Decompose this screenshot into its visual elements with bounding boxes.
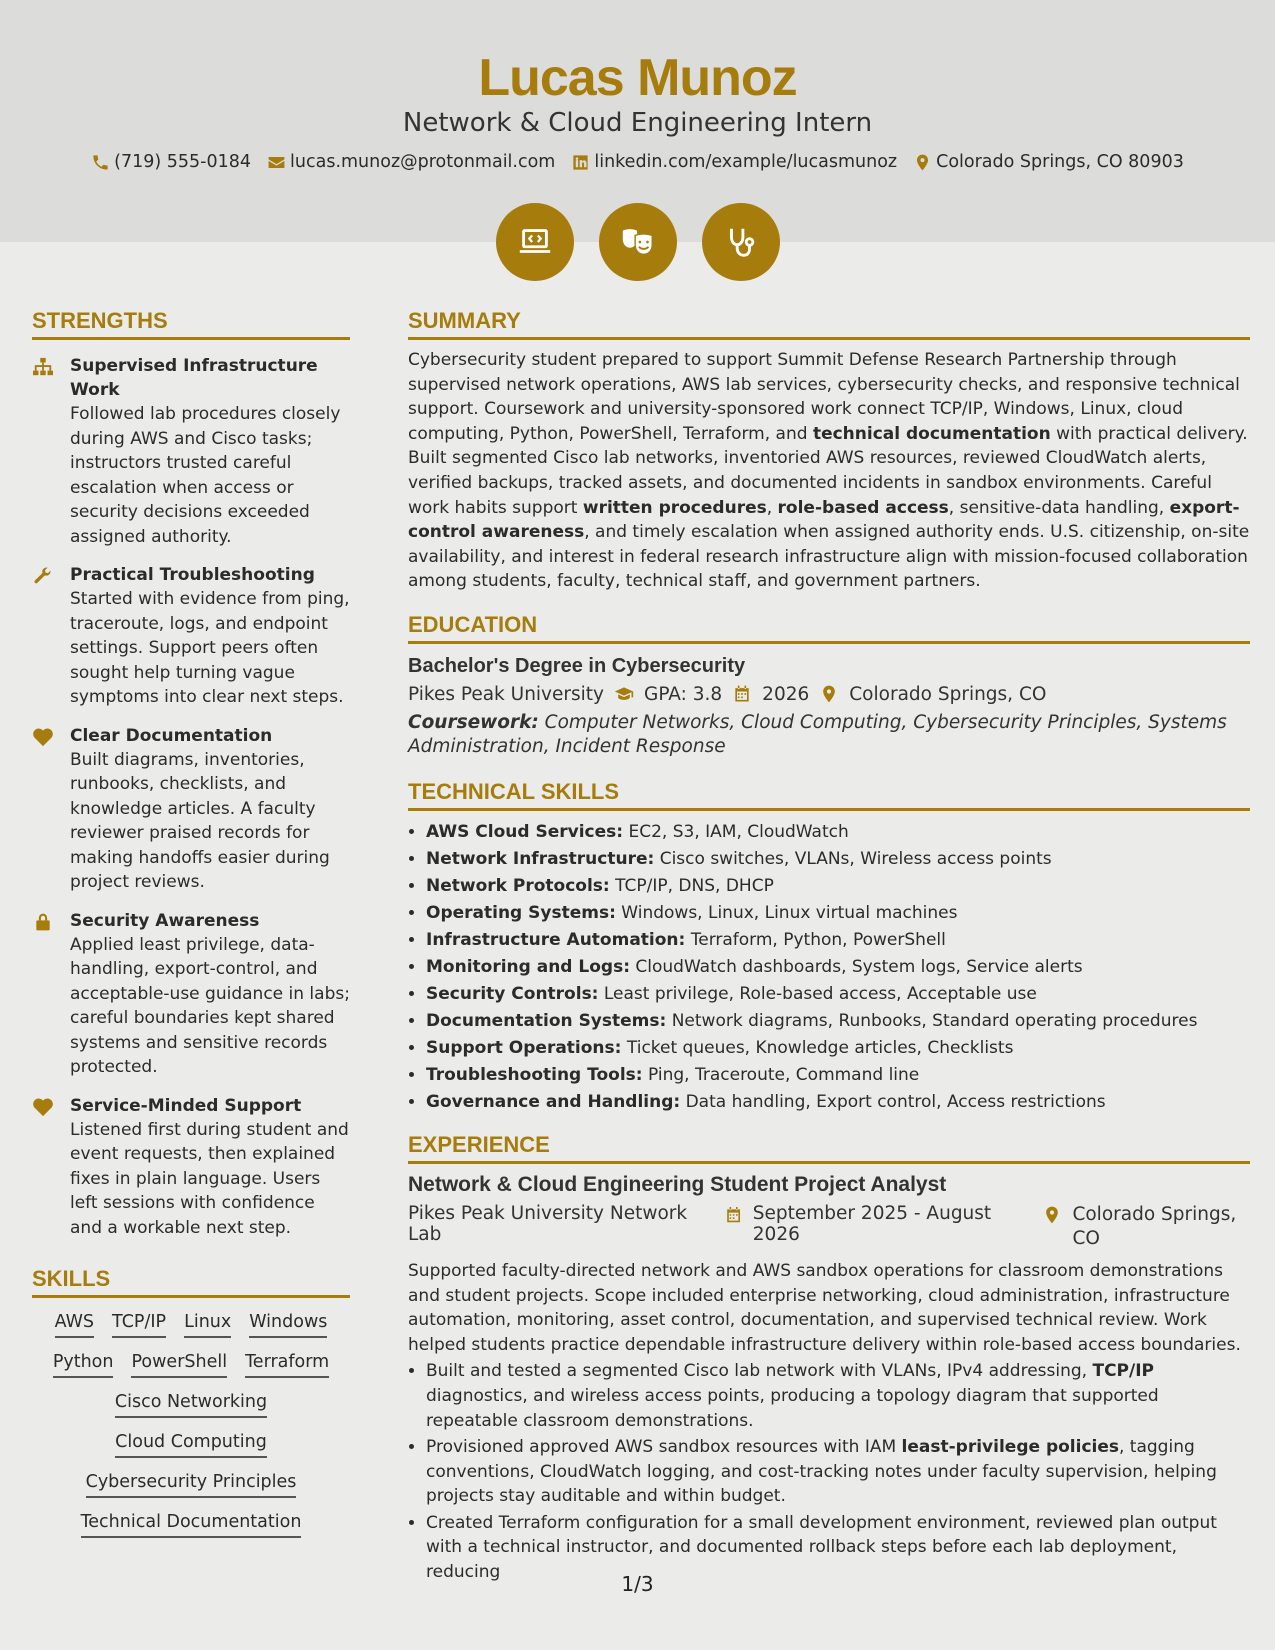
list-item: • Built and tested a segmented Cisco lab network with VLANs, IPv4 addressing, TCP/IP diagnostics, and wireless access points, producing a topology diagram that supported repeatable classroom demonstrations.: [426, 1359, 1250, 1433]
strength-desc: Started with evidence from ping, traceroute, logs, and endpoint settings. Support peers often sought help turning vague symptoms into clear next steps.: [70, 589, 350, 707]
skill-chip: Windows: [249, 1312, 327, 1338]
laptop-code-badge: [496, 203, 574, 281]
strength-desc: Built diagrams, inventories, runbooks, checklists, and knowledge articles. A faculty reviewer praised records for making handoffs easier during project reviews.: [70, 749, 330, 892]
strength-desc: Listened first during student and event requests, then explained fixes in plain language. Users left sessions with confidence and a workable next step.: [70, 1119, 349, 1238]
skill-chip: Terraform: [245, 1352, 329, 1378]
heart-icon: [32, 727, 54, 747]
job-bullets: [408, 1359, 1250, 1584]
graduation-cap-icon: [614, 684, 634, 704]
skill-chip: Cybersecurity Principles: [86, 1472, 297, 1498]
list-item: • Network Protocols: TCP/IP, DNS, DHCP: [426, 873, 1250, 900]
list-item: • Created Terraform configuration for a small development environment, reviewed plan output with a technical instructor, and documented rollback steps before each lab deployment, reducing: [426, 1511, 1250, 1585]
contact-location: [913, 152, 1184, 172]
email-text: lucas.munoz@protonmail.com: [290, 152, 556, 172]
strength-title: Security Awareness: [70, 910, 260, 931]
job-dates: September 2025 - August 2026: [752, 1202, 992, 1245]
skill-chip: AWS: [55, 1312, 94, 1338]
contact-phone[interactable]: [91, 152, 251, 172]
envelope-icon: [267, 153, 286, 172]
calendar-icon: [724, 1205, 743, 1225]
skill-chip: Linux: [184, 1312, 231, 1338]
technical-skills-list: [408, 819, 1250, 1116]
job-org: Pikes Peak University Network Lab: [408, 1202, 688, 1245]
map-pin-icon: [1042, 1205, 1062, 1225]
job-location: Colorado Springs, CO: [1072, 1203, 1237, 1249]
skill-chip: Python: [53, 1352, 114, 1378]
skills-heading: SKILLS: [32, 1266, 350, 1298]
sitemap-icon: [32, 357, 54, 377]
strength-item: [32, 354, 350, 549]
theater-masks-badge: [599, 203, 677, 281]
summary-text: Cybersecurity student prepared to support Summit Defense Research Partnership through supervised network operations, AWS lab services, cybersecurity checks, and responsive technical support. Coursework and university-sponsored work connect TCP/IP, Windows, Linux, cloud computing, Python, PowerShell, Terraform, and technical documentation with practical delivery. Built segmented Cisco lab networks, inventoried AWS resources, reviewed CloudWatch alerts, verified backups, tracked assets, and documented incidents in sandbox environments. Careful work habits support written procedures, role-based access, sensitive-data handling, export-control awareness, and timely escalation when assigned authority ends. U.S. citizenship, on-site availability, and interest in federal research infrastructure align with mission-focused collaboration among students, faculty, technical staff, and government partners.: [408, 350, 1250, 592]
skill-chip: Technical Documentation: [81, 1512, 302, 1538]
linkedin-text: linkedin.com/example/lucasmunoz: [594, 152, 898, 172]
skill-chip: Cloud Computing: [115, 1432, 267, 1458]
list-item: • AWS Cloud Services: EC2, S3, IAM, CloudWatch: [426, 819, 1250, 846]
skill-chip: TCP/IP: [112, 1312, 166, 1338]
page-number: 1/3: [621, 1572, 654, 1596]
list-item: • Governance and Handling: Data handling, Export control, Access restrictions: [426, 1089, 1250, 1116]
phone-icon: [91, 153, 110, 172]
list-item: • Documentation Systems: Network diagrams, Runbooks, Standard operating procedures: [426, 1008, 1250, 1035]
list-item: • Security Controls: Least privilege, Role-based access, Acceptable use: [426, 981, 1250, 1008]
strength-item: [32, 563, 350, 710]
list-item: • Provisioned approved AWS sandbox resources with IAM least-privilege policies, tagging conventions, CloudWatch logging, and cost-tracking notes under faculty supervision, helping projects stay auditable and within budget.: [426, 1435, 1250, 1509]
linkedin-icon: [571, 153, 590, 172]
contact-email[interactable]: [267, 152, 555, 172]
grad-year: 2026: [762, 683, 810, 705]
list-item: • Infrastructure Automation: Terraform, Python, PowerShell: [426, 927, 1250, 954]
wrench-icon: [32, 566, 54, 586]
strength-desc: Applied least privilege, data-handling, export-control, and acceptable-use guidance in labs; careful boundaries kept shared systems and sensitive records protected.: [70, 934, 350, 1077]
contact-linkedin[interactable]: [571, 152, 897, 172]
strength-title: Practical Troubleshooting: [70, 565, 315, 585]
list-item: • Operating Systems: Windows, Linux, Linux virtual machines: [426, 900, 1250, 927]
heart-icon: [32, 1097, 54, 1117]
strength-item: [32, 724, 350, 895]
gpa: GPA: 3.8: [643, 683, 723, 705]
job-meta: [408, 1203, 1250, 1251]
list-item: • Troubleshooting Tools: Ping, Traceroute, Command line: [426, 1062, 1250, 1089]
strength-item: [32, 909, 350, 1080]
strength-desc: Followed lab procedures closely during AWS and Cisco tasks; instructors trusted careful escalation when access or security decisions exceeded assigned authority.: [70, 404, 341, 547]
contact-row: [0, 152, 1275, 172]
stethoscope-badge: [702, 203, 780, 281]
summary-heading: SUMMARY: [408, 308, 1250, 340]
candidate-role: Network & Cloud Engineering Intern: [402, 108, 873, 138]
skill-chip: Cisco Networking: [115, 1392, 267, 1418]
calendar-icon: [732, 684, 752, 704]
phone-text: (719) 555-0184: [114, 152, 252, 172]
strengths-heading: STRENGTHS: [32, 308, 350, 340]
job-title: Network & Cloud Engineering Student Project Analyst: [408, 1172, 947, 1196]
school-name: Pikes Peak University: [408, 683, 604, 705]
interest-badges: [0, 203, 1275, 281]
map-pin-icon: [819, 684, 839, 704]
experience-heading: EXPERIENCE: [408, 1132, 1250, 1164]
job-description: Supported faculty-directed network and AWS sandbox operations for classroom demonstrations and student projects. Scope included enterprise networking, cloud administration, infrastructure automation, monitoring, asset control, documentation, and supervised technical review. Work helped students practice dependable infrastructure delivery within role-based access boundaries.: [408, 1260, 1241, 1355]
education-meta: [408, 684, 1250, 705]
right-column: [408, 308, 1250, 1587]
technical-skills-heading: TECHNICAL SKILLS: [408, 779, 1250, 811]
map-pin-icon: [913, 153, 932, 172]
coursework: Coursework: Computer Networks, Cloud Computing, Cybersecurity Principles, Systems Administration, Incident Response: [408, 711, 1227, 757]
school-location: Colorado Springs, CO: [849, 683, 1047, 705]
skill-chip: PowerShell: [131, 1352, 227, 1378]
degree-title: Bachelor's Degree in Cybersecurity: [408, 654, 746, 677]
strength-title: Service-Minded Support: [70, 1095, 302, 1116]
list-item: • Monitoring and Logs: CloudWatch dashboards, System logs, Service alerts: [426, 954, 1250, 981]
strength-title: Clear Documentation: [70, 725, 273, 746]
stethoscope-icon: [722, 223, 760, 261]
strength-title: Supervised Infrastructure Work: [70, 356, 318, 400]
education-heading: EDUCATION: [408, 612, 1250, 644]
location-text: Colorado Springs, CO 80903: [936, 152, 1184, 172]
lock-icon: [32, 912, 54, 932]
skills-list: [32, 1312, 350, 1538]
list-item: • Support Operations: Ticket queues, Knowledge articles, Checklists: [426, 1035, 1250, 1062]
candidate-name: Lucas Munoz: [478, 49, 797, 107]
laptop-code-icon: [516, 223, 554, 261]
strength-item: [32, 1094, 350, 1241]
list-item: • Network Infrastructure: Cisco switches, VLANs, Wireless access points: [426, 846, 1250, 873]
theater-masks-icon: [619, 223, 657, 261]
left-column: [32, 308, 350, 1538]
